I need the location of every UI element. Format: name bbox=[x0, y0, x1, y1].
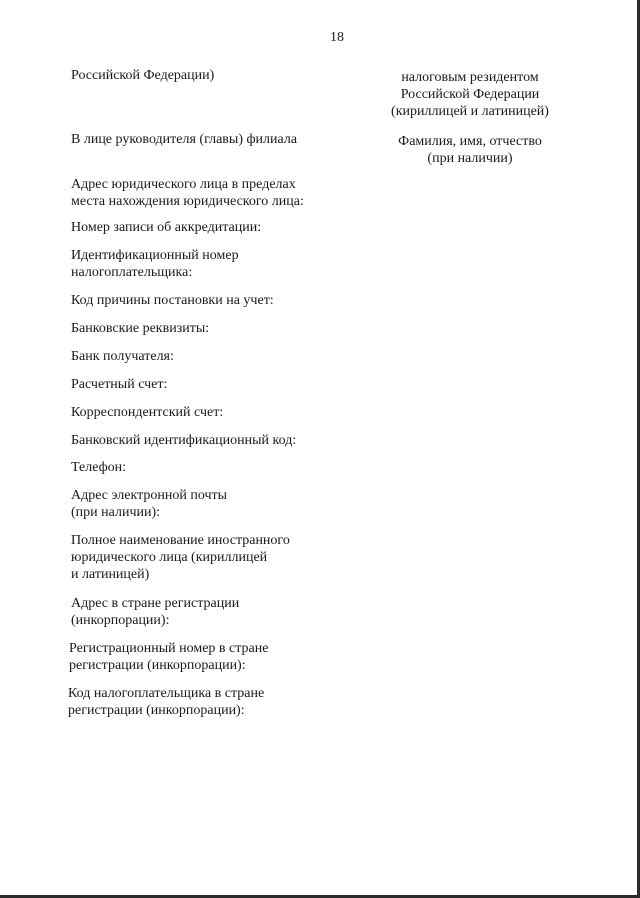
field-registration-country-taxpayer-code bbox=[68, 685, 264, 719]
field-foreign-full-name bbox=[71, 532, 290, 583]
head-row-right-line-2: (при наличии) bbox=[427, 151, 513, 166]
field-registration-country-taxpayer-code-line-1: Код налогоплательщика в стране bbox=[68, 686, 265, 701]
head-row-left-line: В лице руководителя (главы) филиала bbox=[71, 132, 298, 147]
field-correspondent-account bbox=[71, 404, 223, 421]
field-registration-country-number-line-2: регистрации (инкорпорации): bbox=[69, 658, 246, 673]
field-bank-details bbox=[71, 320, 209, 337]
field-phone-line-1: Телефон: bbox=[71, 460, 127, 475]
field-legal-address-line-1: Адрес юридического лица в пределах bbox=[71, 177, 296, 192]
field-email bbox=[71, 487, 227, 521]
top-row-left-line: Российской Федерации) bbox=[71, 68, 215, 83]
head-row-right-text bbox=[380, 133, 560, 167]
field-beneficiary-bank bbox=[71, 348, 174, 365]
field-registration-reason-code bbox=[71, 292, 274, 309]
field-phone bbox=[71, 459, 126, 476]
field-foreign-full-name-line-1: Полное наименование иностранного bbox=[71, 533, 290, 548]
field-registration-country-address-line-1: Адрес в стране регистрации bbox=[71, 596, 240, 611]
field-registration-reason-code-line-1: Код причины постановки на учет: bbox=[71, 293, 274, 308]
field-bank-details-line-1: Банковские реквизиты: bbox=[71, 321, 210, 336]
field-correspondent-account-line-1: Корреспондентский счет: bbox=[71, 405, 224, 420]
page-number: 18 bbox=[330, 30, 344, 45]
field-registration-country-number-line-1: Регистрационный номер в стране bbox=[69, 641, 269, 656]
field-registration-country-taxpayer-code-line-2: регистрации (инкорпорации): bbox=[68, 703, 245, 718]
field-legal-address bbox=[71, 176, 304, 210]
field-accreditation-record bbox=[71, 219, 261, 236]
field-taxpayer-id-line-2: налогоплательщика: bbox=[71, 265, 193, 280]
field-taxpayer-id bbox=[71, 247, 239, 281]
field-accreditation-record-line-1: Номер записи об аккредитации: bbox=[71, 220, 262, 235]
field-legal-address-line-2: места нахождения юридического лица: bbox=[71, 194, 304, 209]
field-registration-country-address-line-2: (инкорпорации): bbox=[71, 613, 170, 628]
field-email-line-1: Адрес электронной почты bbox=[71, 488, 228, 503]
head-row-right-line-1: Фамилия, имя, отчество bbox=[398, 134, 542, 149]
top-row-right-text bbox=[380, 69, 560, 120]
top-row-right-line-1: налоговым резидентом bbox=[401, 70, 539, 85]
field-beneficiary-bank-line-1: Банк получателя: bbox=[71, 349, 174, 364]
field-bank-identification-code-line-1: Банковский идентификационный код: bbox=[71, 433, 297, 448]
field-bank-identification-code bbox=[71, 432, 296, 449]
field-registration-country-address bbox=[71, 595, 239, 629]
field-settlement-account bbox=[71, 376, 167, 393]
top-row-right-line-2: Российской Федерации bbox=[400, 87, 540, 102]
head-row-left-text bbox=[71, 131, 297, 148]
field-registration-country-number bbox=[69, 640, 268, 674]
field-foreign-full-name-line-3: и латиницей) bbox=[71, 567, 150, 582]
field-taxpayer-id-line-1: Идентификационный номер bbox=[71, 248, 239, 263]
field-settlement-account-line-1: Расчетный счет: bbox=[71, 377, 168, 392]
top-row-left-text bbox=[71, 67, 214, 84]
top-row-right-line-3: (кириллицей и латиницей) bbox=[391, 104, 549, 119]
field-email-line-2: (при наличии): bbox=[71, 505, 161, 520]
field-foreign-full-name-line-2: юридического лица (кириллицей bbox=[71, 550, 268, 565]
